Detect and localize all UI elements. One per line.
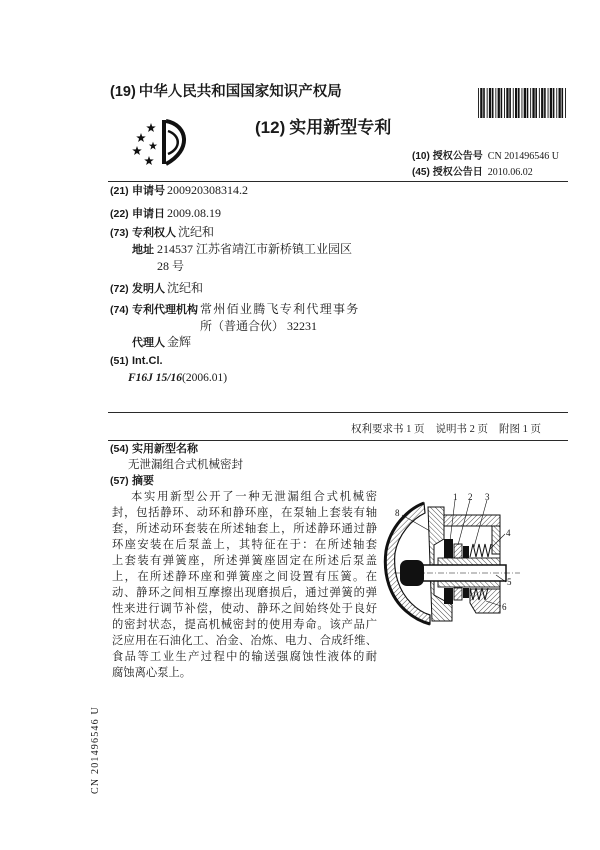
- publication-number-label: 授权公告号: [432, 151, 483, 162]
- barcode-bar: [541, 88, 543, 118]
- figure-label-5: 5: [507, 577, 512, 587]
- agency-value-line2: 所（普通合伙） 32231: [200, 319, 318, 333]
- publication-number-code: (10): [412, 151, 430, 162]
- inventor-value: 沈纪和: [167, 281, 204, 295]
- publication-number-value: CN 201496546 U: [487, 151, 559, 162]
- document-type-label: 实用新型专利: [289, 118, 392, 137]
- logo-star-icon: [146, 123, 156, 132]
- abstract-line: 封，包括静环、动环和静环座，在泵轴上套装有轴: [112, 507, 377, 519]
- sipo-logo: [128, 116, 194, 168]
- classification-code: (51): [110, 355, 129, 367]
- logo-emblem-inner-arc: [168, 131, 178, 154]
- application-number-value: 200920308314.2: [167, 183, 248, 197]
- barcode-bar: [527, 88, 529, 118]
- issuing-office-code: (19): [110, 84, 136, 100]
- abstract-line: 动、静环之间相互摩擦出现磨损后，通过弹簧的弹: [112, 587, 377, 599]
- figure-moving-ring: [463, 546, 469, 558]
- barcode-bar: [548, 88, 549, 118]
- patentee-code: (73): [110, 227, 129, 239]
- logo-emblem-stem: [162, 120, 166, 164]
- barcode-bar: [495, 88, 496, 118]
- abstract-line: 的密封状态，提高机械密封的使用寿命。该产品广: [112, 619, 377, 631]
- agency-label: 专利代理机构: [132, 304, 198, 316]
- patentee-row: [110, 225, 214, 240]
- abstract-line: 性来进行调节补偿，使动、静环之间始终处于良好: [112, 603, 377, 615]
- barcode-bar: [556, 88, 557, 118]
- abstract-line: 套，所述动环套装在所述轴套上，所述静环通过静: [112, 523, 377, 535]
- document-type-code: (12): [255, 118, 286, 137]
- figure-shaft-sleeve-top: [438, 558, 500, 565]
- agent-row: [132, 335, 191, 350]
- publication-date-label: 授权公告日: [432, 167, 483, 178]
- ipc-version: (2006.01): [182, 372, 228, 384]
- abstract-line: 上套装有弹簧座，所述弹簧座固定在所述后泵盖: [112, 555, 377, 567]
- page-count-description: 说明书 2 页: [435, 424, 488, 435]
- barcode-bar: [559, 88, 561, 118]
- application-number-code: (21): [110, 185, 129, 197]
- page-counts-divider: [108, 440, 568, 441]
- logo-star-icon: [136, 133, 146, 142]
- agency-value-line1: 常州佰业腾飞专利代理事务: [200, 302, 360, 316]
- barcode-bar: [480, 88, 482, 118]
- page-count-claims: 权利要求书 1 页: [351, 424, 425, 435]
- barcode-bar: [565, 88, 566, 118]
- barcode-bar: [535, 88, 537, 118]
- publication-date-value: 2010.06.02: [487, 167, 533, 178]
- patentee-label: 专利权人: [132, 227, 176, 239]
- inventor-row: [110, 281, 203, 296]
- barcode-bar: [506, 88, 508, 118]
- barcode-bar: [489, 88, 491, 118]
- biblio-divider: [108, 412, 568, 413]
- barcode-bar: [553, 88, 555, 118]
- figure-static-ring-lower: [454, 588, 462, 600]
- barcode-bar: [524, 88, 526, 118]
- application-number-row: [110, 183, 248, 198]
- barcode-bar: [492, 88, 494, 118]
- barcode-bar: [539, 88, 540, 118]
- agent-value: 金辉: [167, 335, 192, 349]
- figure-impeller-hub: [400, 560, 424, 586]
- page-count-drawings: 附图 1 页: [499, 424, 541, 435]
- figure-label-1: 1: [453, 492, 458, 502]
- abstract-line: 泛应用在石油化工、冶金、冶炼、电力、合成纤维、: [112, 635, 377, 647]
- page-counts: [340, 424, 541, 436]
- figure-shaft-sleeve-bottom: [438, 581, 500, 587]
- barcode-bar: [544, 88, 546, 118]
- figure-moving-ring-lower: [463, 588, 469, 598]
- classification-row: [110, 354, 163, 368]
- header-divider: [108, 181, 568, 182]
- barcode-bar: [501, 88, 503, 118]
- figure-static-ring: [454, 544, 462, 558]
- document-type: [255, 118, 391, 138]
- abstract-line: 腐蚀离心泵上。: [112, 667, 192, 679]
- barcode: [478, 88, 568, 118]
- barcode-bar: [530, 88, 531, 118]
- abstract-line: 本实用新型公开了一种无泄漏组合式机械密: [131, 491, 377, 503]
- barcode-bar: [498, 88, 500, 118]
- application-date-row: [110, 206, 221, 221]
- figure-label-8: 8: [395, 508, 400, 518]
- figure-compression-spring: [470, 544, 491, 557]
- agent-label: 代理人: [132, 337, 165, 349]
- address-value-line2: 28 号: [157, 259, 185, 273]
- barcode-bar: [509, 88, 511, 118]
- abstract-code: (57): [110, 475, 129, 487]
- utility-model-title: 无泄漏组合式机械密封: [128, 459, 243, 471]
- inventor-label: 发明人: [132, 283, 165, 295]
- figure-label-3: 3: [485, 492, 490, 502]
- inventor-code: (72): [110, 283, 129, 295]
- abstract-heading: [110, 474, 154, 488]
- address-value-line1: 214537 江苏省靖江市新桥镇工业园区: [157, 242, 353, 256]
- address-continuation: [157, 259, 184, 274]
- title-code: (54): [110, 443, 129, 455]
- publication-date: [412, 167, 533, 179]
- figure-label-4: 4: [506, 528, 511, 538]
- barcode-bar: [513, 88, 514, 118]
- logo-star-icon: [132, 146, 142, 155]
- barcode-bar: [515, 88, 517, 118]
- mechanical-seal-figure: [378, 485, 530, 630]
- application-date-value: 2009.08.19: [167, 206, 221, 220]
- agency-code: (74): [110, 304, 129, 316]
- abstract-text: [112, 489, 377, 681]
- classification-label: Int.Cl.: [132, 355, 163, 367]
- ipc-row: [128, 371, 227, 385]
- ipc-class: F16J 15/16: [128, 372, 182, 384]
- figure-label-2: 2: [468, 492, 473, 502]
- application-number-label: 申请号: [132, 185, 165, 197]
- logo-star-icon: [144, 156, 154, 165]
- figure-label-6: 6: [502, 602, 507, 612]
- abstract-line: 环座安装在后泵盖上，其特征在于：在所述轴套: [112, 539, 377, 551]
- barcode-bar: [532, 88, 534, 118]
- abstract-label: 摘要: [132, 475, 154, 487]
- barcode-bar: [562, 88, 564, 118]
- patentee-value: 沈纪和: [178, 225, 215, 239]
- logo-emblem-arc: [166, 121, 184, 164]
- figure-static-ring-seat-lower: [444, 588, 453, 604]
- application-date-label: 申请日: [132, 208, 165, 220]
- barcode-bar: [487, 88, 488, 118]
- application-date-code: (22): [110, 208, 129, 220]
- barcode-bar: [522, 88, 523, 118]
- side-publication-number: CN 201496546 U: [90, 706, 101, 794]
- barcode-bar: [518, 88, 520, 118]
- title-label: 实用新型名称: [132, 443, 198, 455]
- logo-star-icon: [149, 142, 157, 150]
- abstract-line: 食品等工业生产过程中的输送强腐蚀性液体的耐: [112, 651, 377, 663]
- barcode-bar: [483, 88, 485, 118]
- address-row: [132, 242, 352, 257]
- agency-continuation: [200, 319, 317, 334]
- publication-number: [412, 151, 559, 163]
- barcode-bar: [504, 88, 505, 118]
- title-heading: [110, 442, 198, 456]
- barcode-bar: [550, 88, 552, 118]
- address-label: 地址: [132, 244, 154, 256]
- figure-static-ring-seat: [444, 539, 453, 558]
- agency-row: [110, 302, 360, 317]
- publication-date-code: (45): [412, 167, 430, 178]
- issuing-office-name: 中华人民共和国国家知识产权局: [138, 84, 342, 100]
- issuing-office: [110, 83, 342, 101]
- barcode-bar: [478, 88, 479, 118]
- abstract-line: 上，在所述静环座和弹簧座之间设置有压簧。在: [112, 571, 377, 583]
